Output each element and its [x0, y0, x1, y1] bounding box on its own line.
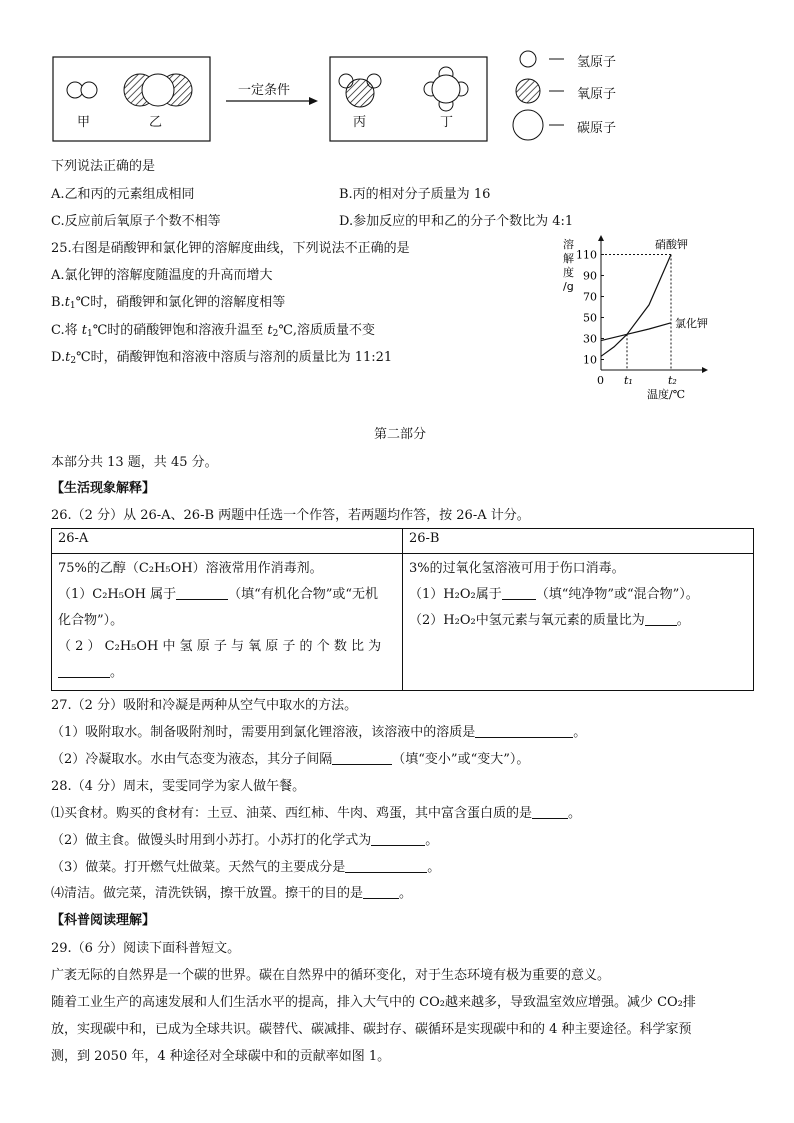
ytick-label: 90 [583, 269, 597, 283]
q28-line1: ⑴买食材。购买的食材有：土豆、油菜、西红柿、牛肉、鸡蛋，其中富含蛋白质的是 。 [51, 806, 582, 821]
chart-xlabel: 温度/℃ [647, 388, 686, 401]
legend-icons [513, 51, 564, 140]
xtick-label: t₁ [624, 374, 633, 387]
chart-ylabel [563, 237, 574, 293]
q29-stem: 29.（6 分）阅读下面科普短文。 [51, 941, 241, 956]
q27-line1: （1）吸附取水。制备吸附剂时，需要用到氯化锂溶液，该溶液中的溶质是 。 [51, 725, 587, 740]
solubility-chart [555, 232, 715, 404]
answer-blank[interactable] [371, 833, 425, 846]
oxygen-legend-icon [516, 79, 540, 103]
q26-a-line1: 75%的乙醇（C₂H₅OH）溶液常用作消毒剂。 [58, 561, 323, 576]
x-axis-arrow [702, 367, 708, 373]
q26-a-line4: （ 2 ） C₂H₅OH 中 氢 原 子 与 氧 原 子 的 个 数 比 为 [58, 639, 382, 654]
ytick-label: 110 [576, 248, 597, 262]
q26-b-line2: （1）H₂O₂属于 （填“纯净物”或“混合物”）。 [409, 587, 699, 602]
ytick-label: 30 [583, 332, 597, 346]
q26-b-body [403, 554, 754, 691]
answer-blank[interactable] [332, 752, 392, 765]
q25-option-d: $D.t_2℃$时，硝酸钾饱和溶液中溶质与溶剂的质量比为 11:21 [51, 350, 393, 366]
answer-blank[interactable] [345, 860, 427, 873]
q26-b-line3: （2）H₂O₂中氢元素与氧元素的质量比为 。 [409, 613, 690, 628]
q26-b-head: 26-B [403, 529, 754, 554]
label-bing: 丙 [353, 115, 367, 130]
series-line-kcl [601, 323, 671, 341]
q27-stem: 27.（2 分）吸附和冷凝是两种从空气中取水的方法。 [51, 698, 358, 713]
q29-para2-line3: 测，到 2050 年，4 种途径对全球碳中和的贡献率如图 1。 [51, 1049, 391, 1064]
ylabel-char: 度 [563, 266, 574, 279]
q28-line3: （3）做菜。打开燃气灶做菜。天然气的主要成分是 。 [51, 860, 441, 875]
ytick-label: 50 [583, 311, 597, 325]
molecule-ding [424, 67, 468, 111]
q29-para2-line2: 放，实现碳中和，已成为全球共识。碳替代、碳减排、碳封存、碳循环是实现碳中和的 4 种主要途径。科学家预 [51, 1022, 692, 1037]
answer-blank[interactable] [502, 587, 536, 600]
xtick-label: t₂ [668, 374, 677, 387]
series-line-kno3 [601, 255, 671, 357]
ytick-label: 70 [583, 290, 597, 304]
reaction-arrow [226, 97, 318, 105]
q27-line2: （2）冷凝取水。水由气态变为液态，其分子间隔 （填“变小”或“变大”）。 [51, 752, 530, 767]
answer-blank[interactable] [532, 806, 568, 819]
legend-carbon: 碳原子 [577, 121, 617, 136]
q24-option-b: B.丙的相对分子质量为 16 [339, 187, 491, 202]
answer-blank[interactable] [176, 587, 228, 600]
q26-a-line3: 化合物”）。 [58, 613, 124, 628]
part2-intro: 本部分共 13 题，共 45 分。 [51, 455, 218, 470]
hydrogen-legend-icon [520, 51, 536, 67]
q26-table [51, 528, 754, 691]
q25-option-b: $B.t_1℃$时，硝酸钾和氯化钾的溶解度相等 [51, 295, 286, 311]
label-jia: 甲 [77, 115, 91, 130]
answer-blank[interactable] [58, 665, 110, 678]
y-axis-arrow [598, 235, 604, 241]
ylabel-char: /g [563, 280, 574, 293]
reaction-svg [0, 0, 794, 150]
carbon-legend-icon [513, 110, 543, 140]
q26-b-line1: 3%的过氧化氢溶液可用于伤口消毒。 [409, 561, 625, 576]
molecule-yi [124, 74, 192, 106]
chart-yticks [576, 249, 604, 367]
ylabel-char: 解 [563, 252, 574, 265]
q29-para1: 广袤无际的自然界是一个碳的世界。碳在自然界中的循环变化，对于生态环境有极为重要的意义。 [51, 968, 611, 983]
q24-stem: 下列说法正确的是 [51, 159, 156, 174]
q26-stem: 26.（2 分）从 26-A、26-B 两题中任选一个作答，若两题均作答，按 26-A 计分。 [51, 508, 530, 523]
molecule-jia [67, 82, 97, 98]
q24-option-a: A.乙和丙的元素组成相同 [51, 187, 195, 202]
legend-hydrogen: 氢原子 [577, 55, 617, 70]
q25-stem: 25.右图是硝酸钾和氯化钾的溶解度曲线，下列说法不正确的是 [51, 241, 410, 256]
chart-xticks [597, 374, 677, 387]
answer-blank[interactable] [645, 613, 677, 626]
q24-option-c: C.反应前后氧原子个数不相等 [51, 214, 221, 229]
q28-line2: （2）做主食。做馒头时用到小苏打。小苏打的化学式为 。 [51, 833, 439, 848]
q25-option-c: C.将 $t_1℃$时的硝酸钾饱和溶液升温至 $t_2℃$,溶质质量不变 [51, 323, 376, 339]
q25-option-a: A.氯化钾的溶解度随温度的升高而增大 [51, 268, 273, 283]
q24-option-d: D.参加反应的甲和乙的分子个数比为 4:1 [339, 214, 574, 229]
chart-guides [601, 255, 671, 371]
series-label: 氯化钾 [675, 316, 708, 330]
label-ding: 丁 [440, 115, 454, 130]
part2-title: 第二部分 [374, 427, 427, 442]
q28-line4: ⑷清洁。做完菜，清洗铁锅，擦干放置。擦干的目的是 。 [51, 886, 413, 901]
section-life: 【生活现象解释】 [51, 481, 156, 496]
q28-stem: 28.（4 分）周末，雯雯同学为家人做午餐。 [51, 779, 306, 794]
answer-blank[interactable] [363, 886, 399, 899]
legend-oxygen: 氧原子 [577, 87, 617, 102]
q26-a-head: 26-A [52, 529, 403, 554]
series-label: 硝酸钾 [655, 238, 688, 251]
xtick-label: 0 [597, 374, 604, 387]
q26-a-line2: （1）C₂H₅OH 属于 （填“有机化合物”或“无机 [58, 587, 379, 602]
q26-a-line5: 。 [58, 660, 396, 686]
chart-axes [598, 235, 708, 373]
reaction-condition: 一定条件 [238, 83, 291, 98]
q26-a-body [52, 554, 403, 691]
ytick-label: 10 [583, 353, 597, 367]
molecule-bing [339, 74, 381, 107]
answer-blank[interactable] [475, 725, 573, 738]
section-reading: 【科普阅读理解】 [51, 913, 156, 928]
label-yi: 乙 [149, 115, 163, 130]
ylabel-char: 溶 [563, 238, 574, 251]
q29-para2-line1: 随着工业生产的高速发展和人们生活水平的提高，排入大气中的 CO₂越来越多，导致温室效应增强。减少 CO₂排 [51, 995, 696, 1010]
